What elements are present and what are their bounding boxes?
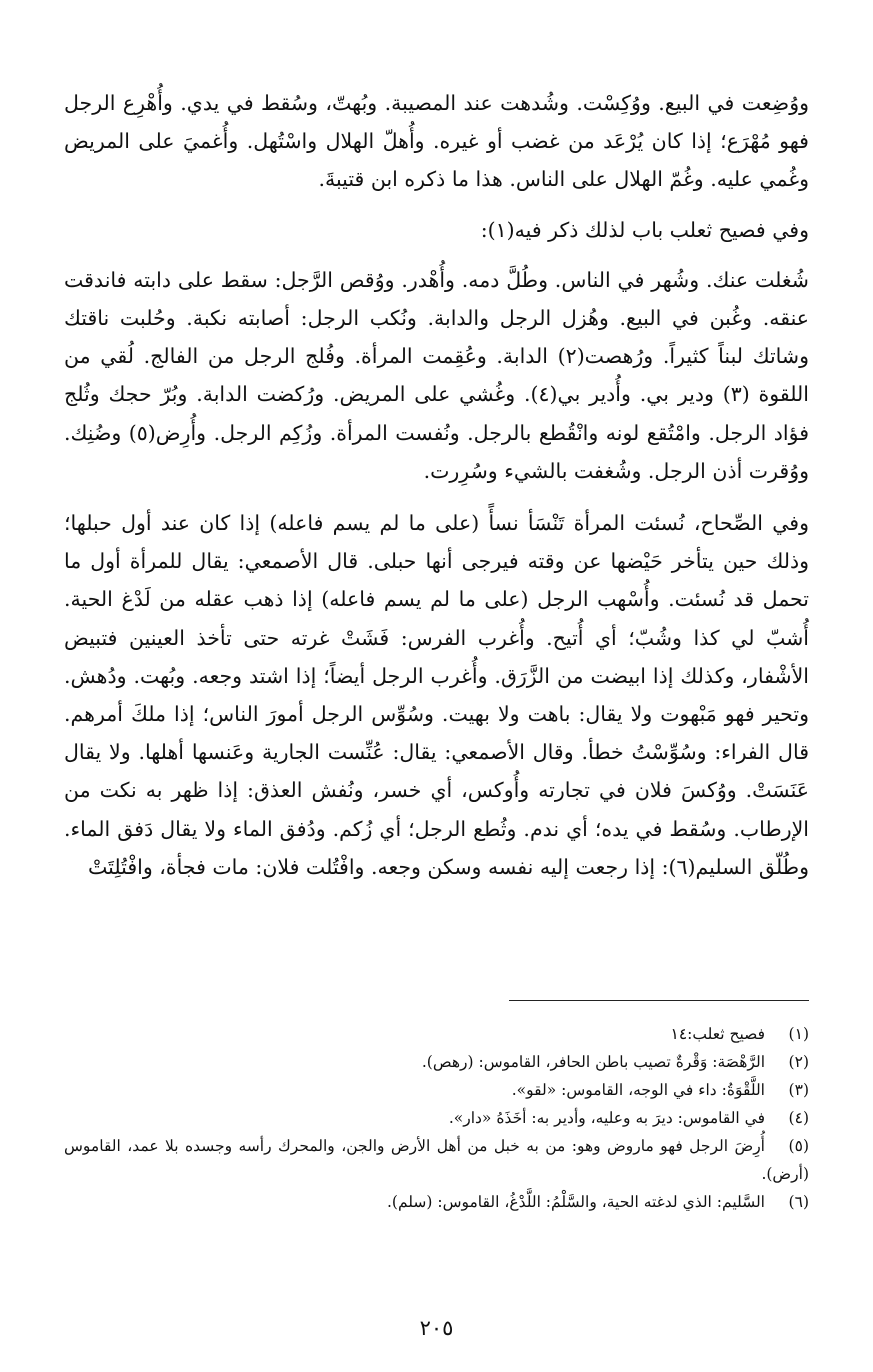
footnote-text: اللَّقْوَةُ: داء في الوجه، القاموس: «لقو». [511,1081,765,1099]
footnote-number: (١) [788,1025,809,1043]
footnote-number: (٦) [788,1193,809,1211]
footnote-3 [64,1076,809,1104]
footnote-number: (٣) [788,1081,809,1099]
footnote-text: في القاموس: ديرَ به وعليه، وأدير به: أخَذَهُ «دار». [448,1109,765,1127]
paragraph-3: شُغلت عنك. وشُهر في الناس. وطُلَّ دمه. وأُهْدر. ووُقص الرَّجل: سقط على دابته فاندقت عنقه. وغُبن في البيع. وهُزل الرجل والدابة. ونُكب الرجل: أصابته نكبة. وحُلبت ناقتك وشاتك لبناً كثيراً. ورُهصت(٢) الدابة. وعُقِمت المرأة. وفُلج الرجل من الفالج. لُقي من اللقوة (٣) ودير بي. وأُدير بي(٤). وغُشي على المريض. ورُكضت الدابة. وبُرّ حجك وثُلج فؤاد الرجل. وامْتُقع لونه وانْقُطع بالرجل. ونُفست المرأة. وزُكِم الرجل. وأُرِض(٥) وضُنِك. ووُقرت أذن الرجل. وشُغفت بالشيء وسُرِرت. [64,267,809,483]
footnote-number: (٥) [788,1137,809,1155]
paragraph-4: وفي الصِّحاح، نُسئت المرأة تَنْسَأ نسأً (على ما لم يسم فاعله) إذا كان عند أول حبلها؛ وذلك حين يتأخر حَيْضها عن وقته فيرجى أنها حبلى. قال الأصمعي: يقال للمرأة أول ما تحمل قد نُسئت. وأُسْهب الرجل (على ما لم يسم فاعله) إذا ذهب عقله من لَدْغ الحية. أُشبّ لي كذا وشُبّ؛ أي أُتيح. وأُغرب الفرس: فَشَتْ غرته حتى تأخذ العينين فتبيض الأشْفار، وكذلك إذا ابيضت من الزَّرَق. وأُغرب الرجل أيضاً؛ إذا اشتد وجعه. وبُهت. ودُهش. وتحير فهو مَبْهوت ولا يقال: باهت ولا بهيت. وسُوِّس الرجل أمورَ الناس؛ إذا ملكَ أمرهم. قال الفراء: وسُوِّسْتُ خطأ. وقال الأصمعي: يقال: عُنِّست الجارية وعَنسها أهلها. ولا يقال عَنَسَتْ. ووُكسَ فلان في تجارته وأُوكس، أي خسر، ونُفش العذق: إذا ظهر به نكت من الإرطاب. وسُقط في يده؛ أي ندم. وثُطع الرجل؛ أي زُكم. ودُفق الماء ولا يقال دَفق الماء. وطُلّق السليم(٦): إذا رجعت إليه نفسه وسكن وجعه. وافْتُلت فلان: مات فجأة، وافْتُلِتَتْ [64,511,809,879]
footnote-4 [64,1104,809,1132]
paragraph-1: ووُضِعت في البيع. ووُكِسْت. وشُدهت عند المصيبة. وبُهتّ، وسُقط في يدي. وأُهْرِع الرجل فهو مُهْرَع؛ إذا كان يُرْعَد من غضب أو غيره. وأُهلّ الهلال واسْتُهل. وأُغميَ على المريض وغُمي عليه. وغُمّ الهلال على الناس. هذا ما ذكره ابن قتيبةَ. [64,91,809,192]
page-number: ٢٠٥ [419,1316,454,1340]
footnote-text: فصيح ثعلب:١٤ [670,1025,765,1043]
footnote-divider [509,1000,809,1001]
main-text [64,84,809,886]
footnote-number: (٤) [788,1109,809,1127]
footnote-6 [64,1188,809,1216]
footnote-text: السَّليم: الذي لدغته الحية، والسَّلْمُ: اللَّدْغُ، القاموس: (سلم). [386,1193,765,1211]
footnote-2 [64,1048,809,1076]
footnotes [64,1020,809,1216]
footnote-5 [64,1132,809,1188]
footnote-text: أُرِضَ الرجل فهو ماروض وهو: من به خبل من أهل الأرض والجن، والمحرك رأسه وجسده بلا عمد، القاموس (أرض). [64,1137,809,1183]
paragraph-2: وفي فصيح ثعلب باب لذلك ذكر فيه(١): [480,217,809,242]
footnote-text: الرَّهْصَة: وَقْرةٌ تصيب باطن الحافر، القاموس: (رهص). [421,1053,765,1071]
footnote-1 [64,1020,809,1048]
footnote-number: (٢) [788,1053,809,1071]
